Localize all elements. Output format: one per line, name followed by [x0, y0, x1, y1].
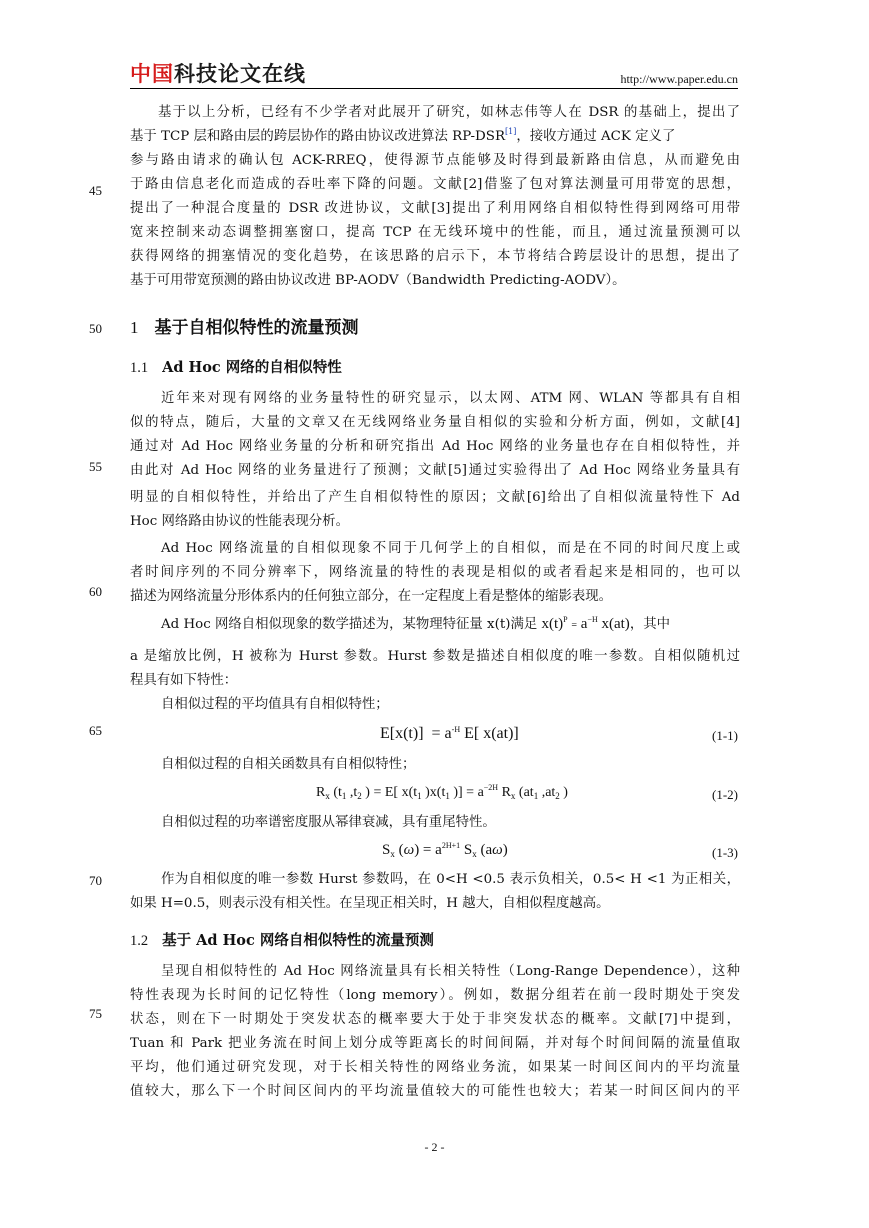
text-line: 自相似过程的自相关函数具有自相似特性； — [161, 757, 416, 772]
text-line: 自相似过程的平均值具有自相似特性； — [161, 697, 389, 712]
line-number: 60 — [89, 584, 102, 599]
text-line: 描述为网络流量分形体系内的任何独立部分，在一定程度上看是整体的缩影表现。 — [130, 589, 613, 604]
logo-red-text: 中国 — [130, 62, 174, 86]
text-line: 平均，他们通过研究发现，对于长相关特性的网络业务流，如果某一时间区间内的平均流量 — [130, 1060, 740, 1075]
text-line: 状态，则在下一时期处于突发状态的概率要大于处于非突发状态的概率。文献[7]中提到， — [130, 1012, 740, 1027]
equation-number: (1-2) — [712, 787, 738, 802]
subsection-number: 1.2 — [130, 933, 149, 949]
page-header — [130, 60, 738, 88]
text-line: Hoc 网络路由协议的性能表现分析。 — [130, 514, 349, 529]
text-line: 者时间序列的不同分辨率下，网络流量的特性的表现是相似的或者看起来是相同的，也可以 — [130, 565, 740, 580]
equation-number: (1-1) — [712, 728, 738, 743]
text-line: Tuan 和 Park 把业务流在时间上划分成等距离长的时间间隔，并对每个时间间隔的流量值取 — [130, 1036, 740, 1051]
text-line: 提出了一种混合度量的 DSR 改进协议，文献[3]提出了利用网络自相似特性得到网络可用带 — [130, 201, 740, 216]
journal-logo — [130, 62, 306, 86]
inline-formula: $x(t)^P = a^{-H}$ x(at) — [541, 615, 630, 632]
text-span: ，其中 — [629, 617, 670, 632]
text-line: 获得网络的拥塞情况的变化趋势，在该思路的启示下，本节将结合跨层设计的思想，提出了 — [130, 249, 740, 264]
page-number: - 2 - — [424, 1140, 445, 1154]
equation-1-1: $E[x(t)] = a^{-H}$ E[ x(at)] — [380, 725, 519, 742]
header-rule — [130, 88, 738, 89]
line-number: 65 — [89, 723, 102, 738]
subsection-heading — [130, 359, 342, 377]
logo-dark-text: 科技论文在线 — [174, 62, 306, 86]
line-number: 50 — [89, 321, 102, 336]
text-line: a 是缩放比例，H 被称为 Hurst 参数。Hurst 参数是描述自相似度的唯一参数。自相似随机过 — [130, 649, 740, 664]
text-line: Ad Hoc 网络流量的自相似现象不同于几何学上的自相似，而是在不同的时间尺度上或 — [161, 541, 740, 556]
citation-ref[interactable]: [1] — [505, 127, 517, 136]
section-number: 1 — [130, 318, 139, 337]
text-line: 通过对 Ad Hoc 网络业务量的分析和研究指出 Ad Hoc 网络的业务量也存在自相似特性，并 — [130, 439, 740, 454]
subsection-title: 基于 Ad Hoc 网络自相似特性的流量预测 — [162, 932, 434, 949]
text-span: Ad Hoc 网络自相似现象的数学描述为，某物理特征量 x(t)满足 — [161, 617, 538, 632]
text-line: 值较大，那么下一个时间区间内的平均流量值较大的可能性也较大；若某一时间区间内的平 — [130, 1084, 740, 1099]
subsection-heading — [130, 932, 434, 950]
text-line: 自相似过程的功率谱密度服从幂律衰减，具有重尾特性。 — [161, 815, 496, 830]
text-line: 宽来控制来动态调整拥塞窗口，提高 TCP 在无线环境中的性能，而且，通过流量预测可以 — [130, 225, 740, 240]
text-line: 程具有如下特性： — [130, 673, 238, 688]
equation-1-3: $S_x$ $(\omega) = a^{2H+1}$ $S_x$ (aω) — [382, 841, 508, 859]
text-line: 由此对 Ad Hoc 网络的业务量进行了预测；文献[5]通过实验得出了 Ad Hoc 网络业务量具有 — [130, 463, 740, 478]
section-title: 基于自相似特性的流量预测 — [154, 318, 359, 338]
text-span: 基于 TCP 层和路由层的跨层协作的路由协议改进算法 RP-DSR — [130, 129, 506, 144]
text-line: 明显的自相似特性，并给出了产生自相似特性的原因；文献[6]给出了自相似流量特性下 Ad — [130, 490, 740, 505]
text-line: 特性表现为长时间的记忆特性（long memory）。例如，数据分组若在前一段时期处于突发 — [130, 988, 740, 1003]
text-line — [161, 616, 740, 634]
equation-number: (1-3) — [712, 845, 738, 860]
text-line: 基于以上分析，已经有不少学者对此展开了研究，如林志伟等人在 DSR 的基础上，提出了 — [158, 105, 740, 120]
subsection-number: 1.1 — [130, 360, 149, 376]
equation-1-2: $R_x$ ($t_1$ $,t_2$ ) = E[ $x(t_1$ )$x(t_1$ )] = $a^{-2H}$ $R_x$ ($at_1$ $,at_2$ ) — [316, 783, 568, 801]
text-line: 呈现自相似特性的 Ad Hoc 网络流量具有长相关特性（Long-Range Dependence），这种 — [161, 964, 740, 979]
text-line: 似的特点，随后，大量的文章又在无线网络业务量自相似的实验和分析方面，例如，文献[4] — [130, 415, 740, 430]
section-heading — [130, 318, 359, 338]
text-line — [130, 128, 740, 145]
text-line: 基于可用带宽预测的路由协议改进 BP-AODV（Bandwidth Predicting-AODV）。 — [130, 273, 626, 288]
header-url[interactable]: http://www.paper.edu.cn — [620, 72, 738, 86]
text-line: 近年来对现有网络的业务量特性的研究显示，以太网、ATM 网、WLAN 等都具有自相 — [161, 391, 740, 406]
text-line: 于路由信息老化而造成的吞吐率下降的问题。文献[2]借鉴了包对算法测量可用带宽的思想， — [130, 177, 740, 192]
text-line: 参与路由请求的确认包 ACK-RREQ，使得源节点能够及时得到最新路由信息，从而避免由 — [130, 153, 740, 168]
text-span: ，接收方通过 ACK 定义了 — [516, 129, 676, 144]
line-number: 75 — [89, 1006, 102, 1021]
line-number: 45 — [89, 183, 102, 198]
line-number: 55 — [89, 459, 102, 474]
text-line: 如果 H=0.5，则表示没有相关性。在呈现正相关时，H 越大，自相似程度越高。 — [130, 896, 610, 911]
subsection-title: Ad Hoc 网络的自相似特性 — [162, 359, 342, 376]
text-line: 作为自相似度的唯一参数 Hurst 参数吗，在 0<H <0.5 表示负相关，0.5< H <1 为正相关， — [161, 872, 740, 887]
line-number: 70 — [89, 873, 102, 888]
